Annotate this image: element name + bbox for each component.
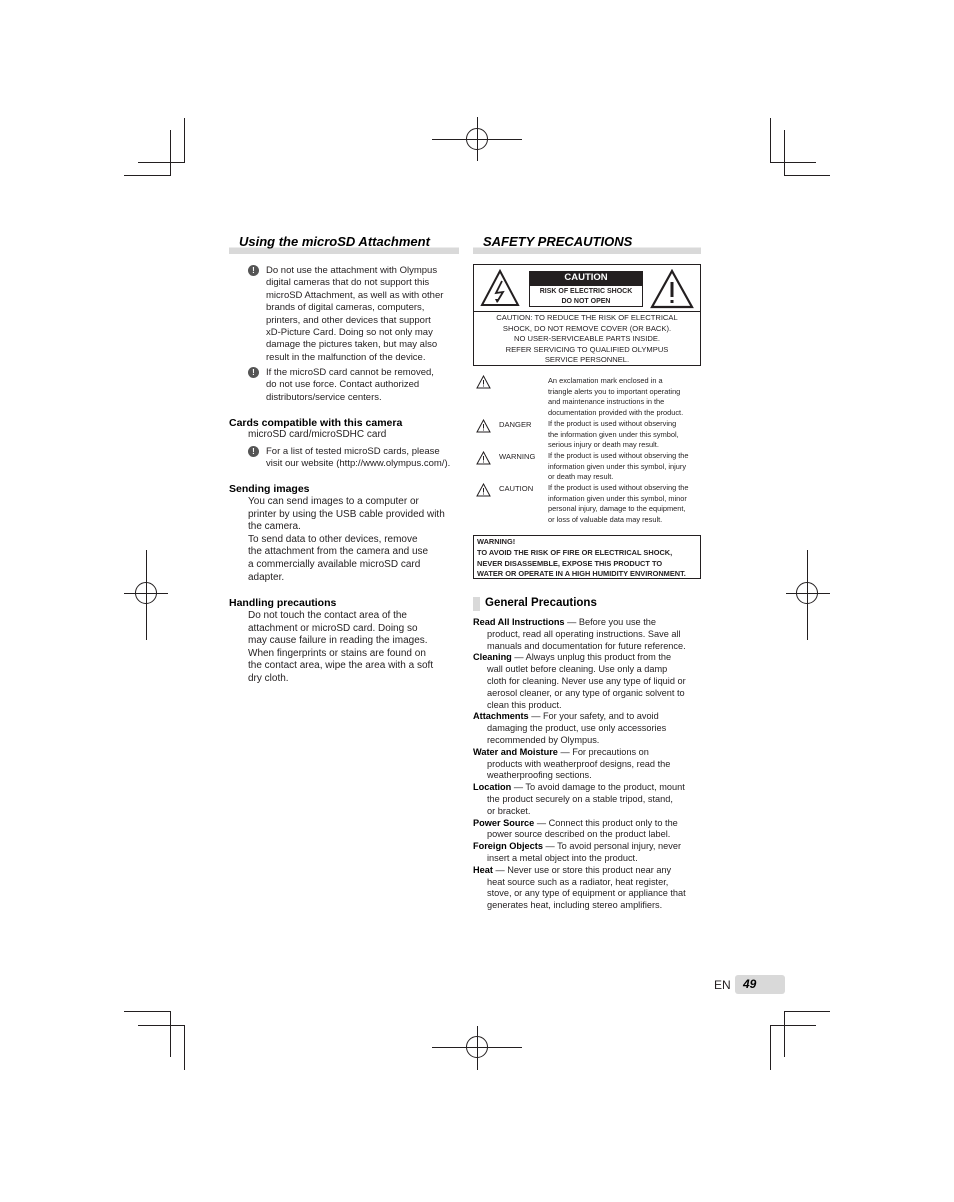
symbol-description (548, 376, 703, 418)
item-term: Water and Moisture (473, 746, 558, 757)
para-line: dry cloth. (248, 672, 289, 684)
item-line: clean this product. (487, 699, 562, 710)
para-line: a commercially available microSD card (248, 558, 421, 570)
caution-text-line: SHOCK, DO NOT REMOVE COVER (OR BACK). (502, 323, 672, 333)
caution-subtitle (529, 285, 643, 307)
para-line: may cause failure in reading the images. (248, 635, 428, 647)
caution-text-line: REFER SERVICING TO QUALIFIED OLYMPUS (505, 344, 669, 354)
item-term: Location (473, 782, 512, 793)
list-item (473, 711, 705, 746)
symbol-line: or loss of valuable data may result. (548, 514, 663, 524)
note-line: result in the malfunction of the device. (266, 351, 426, 363)
exclamation-triangle-icon (476, 483, 491, 497)
item-line: — To avoid damage to the product, mount (511, 782, 685, 793)
exclamation-triangle-icon (476, 451, 491, 465)
item-line: cloth for cleaning. Never use any type of liquid or (487, 675, 686, 686)
handling-heading: Handling precautions (229, 597, 337, 609)
note-line: Do not use the attachment with Olympus (266, 265, 438, 276)
para-line: Do not touch the contact area of the (248, 610, 407, 621)
para-line: attachment or microSD card. Doing so (248, 622, 418, 634)
item-term: Attachments (473, 711, 529, 722)
section-heading-microsd-text: Using the microSD Attachment (239, 234, 430, 249)
language-label: EN (714, 978, 731, 992)
note-compatibility (266, 265, 462, 364)
section-heading-microsd (229, 234, 459, 254)
sending-text (248, 496, 463, 584)
page-number: 49 (735, 975, 785, 994)
danger-description (548, 419, 703, 451)
section-heading-safety-text: SAFETY PRECAUTIONS (483, 234, 633, 249)
item-line: power source described on the product label. (487, 829, 671, 840)
warning-line: WARNING! (477, 537, 516, 546)
item-term: Cleaning (473, 652, 512, 663)
note-line: For a list of tested microSD cards, please (266, 446, 440, 457)
item-line: — To avoid personal injury, never (542, 841, 682, 852)
item-line: — For precautions on (557, 746, 649, 757)
warning-line: WATER OR OPERATE IN A HIGH HUMIDITY ENVIRONMENT. (477, 569, 686, 579)
item-line: generates heat, including stereo amplifiers. (487, 900, 663, 911)
item-line: — Never use or store this product near any (492, 864, 672, 875)
para-line: adapter. (248, 571, 285, 583)
note-line: damage the pictures taken, but may also (266, 339, 438, 351)
heading-marker (473, 597, 480, 611)
caution-title: CAUTION (529, 271, 643, 285)
caution-sub-line: DO NOT OPEN (561, 298, 611, 305)
caution-description (548, 483, 703, 525)
item-term: Power Source (473, 817, 535, 828)
list-item (473, 747, 705, 782)
symbol-line: serious injury or death may result. (548, 440, 659, 450)
list-item (473, 652, 705, 711)
item-line: stove, or any type of equipment or appliance that (487, 888, 686, 899)
note-line: printers, and other devices that support (266, 314, 431, 326)
item-line: recommended by Olympus. (487, 734, 600, 745)
general-precautions-title: General Precautions (485, 597, 597, 609)
list-item (473, 782, 705, 817)
warning-description (548, 451, 703, 483)
item-line: product, read all operating instructions. Save all (487, 628, 681, 639)
warning-line: TO AVOID THE RISK OF FIRE OR ELECTRICAL SHOCK, (477, 547, 673, 557)
symbol-line: If the product is used without observing (548, 419, 677, 428)
note-line: If the microSD card cannot be removed, (266, 367, 434, 378)
item-line: wall outlet before cleaning. Use only a damp (487, 664, 668, 675)
item-line: damaging the product, use only accessories (487, 723, 667, 734)
item-line: — For your safety, and to avoid (528, 711, 659, 722)
cards-heading: Cards compatible with this camera (229, 417, 403, 429)
symbol-line: information given under this symbol, injury (548, 461, 687, 471)
symbol-line: If the product is used without observing the (548, 483, 689, 492)
symbol-line: and maintenance instructions in the (548, 397, 665, 407)
item-line: insert a metal object into the product. (487, 852, 638, 863)
note-icon: ! (248, 265, 259, 276)
sending-heading: Sending images (229, 483, 310, 495)
note-line: visit our website (http://www.olympus.com/). (266, 458, 451, 470)
note-line: digital cameras that do not support this (266, 277, 430, 289)
item-line: the product securely on a stable tripod, stand, (487, 793, 673, 804)
symbol-line: information given under this symbol, minor (548, 493, 687, 503)
note-tested-cards (266, 446, 466, 471)
symbol-line: or death may result. (548, 472, 614, 482)
symbol-line: triangle alerts you to important operating (548, 386, 681, 396)
danger-label: DANGER (499, 420, 532, 429)
item-term: Heat (473, 864, 493, 875)
precautions-list (473, 617, 705, 912)
note-line: xD-Picture Card. Doing so not only may (266, 327, 433, 339)
note-line: brands of digital cameras, computers, (266, 302, 425, 314)
note-line: do not use force. Contact authorized (266, 379, 420, 391)
para-line: the camera. (248, 521, 301, 533)
cards-value: microSD card/microSDHC card (248, 429, 387, 440)
warning-label: WARNING (499, 452, 536, 461)
item-line: aerosol cleaner, or any type of organic solvent to (487, 687, 685, 698)
item-line: weatherproofing sections. (487, 770, 592, 781)
caution-text-line: SERVICE PERSONNEL. (544, 355, 630, 364)
section-heading-safety (473, 234, 701, 254)
caution-text-line: NO USER-SERVICEABLE PARTS INSIDE. (513, 334, 660, 343)
note-line: distributors/service centers. (266, 391, 382, 403)
symbol-line: personal injury, damage to the equipment, (548, 504, 686, 514)
symbol-line: documentation provided with the product. (548, 407, 684, 417)
para-line: the contact area, wipe the area with a soft (248, 660, 434, 672)
item-term: Read All Instructions (473, 617, 565, 627)
caution-box (473, 264, 701, 366)
note-icon: ! (248, 446, 259, 457)
electric-shock-icon (480, 269, 520, 307)
caution-text (474, 313, 700, 366)
para-line: the attachment from the camera and use (248, 546, 429, 558)
item-line: — Before you use the (564, 617, 656, 627)
para-line: When fingerprints or stains are found on (248, 647, 426, 659)
list-item (473, 841, 705, 865)
caution-box-header (474, 265, 700, 312)
note-removal (266, 367, 462, 404)
item-line: — Always unplug this product from the (511, 652, 672, 663)
item-line: heat source such as a radiator, heat register, (487, 876, 669, 887)
symbol-line: If the product is used without observing the (548, 451, 689, 460)
para-line: To send data to other devices, remove (248, 533, 418, 545)
item-line: products with weatherproof designs, read the (487, 758, 671, 769)
symbol-line: the information given under this symbol, (548, 429, 679, 439)
list-item (473, 865, 705, 912)
exclamation-triangle-icon (476, 419, 491, 433)
caution-sub-line: RISK OF ELECTRIC SHOCK (539, 288, 633, 295)
list-item (473, 818, 705, 842)
caution-label: CAUTION (499, 484, 534, 493)
exclamation-triangle-icon (650, 269, 694, 309)
para-line: printer by using the USB cable provided with (248, 508, 445, 520)
note-icon: ! (248, 367, 259, 378)
list-item (473, 617, 705, 652)
handling-text (248, 610, 463, 686)
para-line: You can send images to a computer or (248, 496, 419, 507)
caution-text-line: CAUTION: TO REDUCE THE RISK OF ELECTRICAL (496, 313, 678, 322)
warning-box (473, 535, 701, 579)
warning-line: NEVER DISASSEMBLE, EXPOSE THIS PRODUCT TO (477, 558, 663, 568)
exclamation-triangle-icon (476, 375, 491, 389)
item-line: manuals and documentation for future reference. (487, 640, 686, 651)
item-term: Foreign Objects (473, 841, 543, 852)
symbol-line: An exclamation mark enclosed in a (548, 376, 663, 385)
item-line: — Connect this product only to the (534, 817, 678, 828)
item-line: or bracket. (487, 805, 531, 816)
note-line: microSD Attachment, as well as with other (266, 289, 444, 301)
